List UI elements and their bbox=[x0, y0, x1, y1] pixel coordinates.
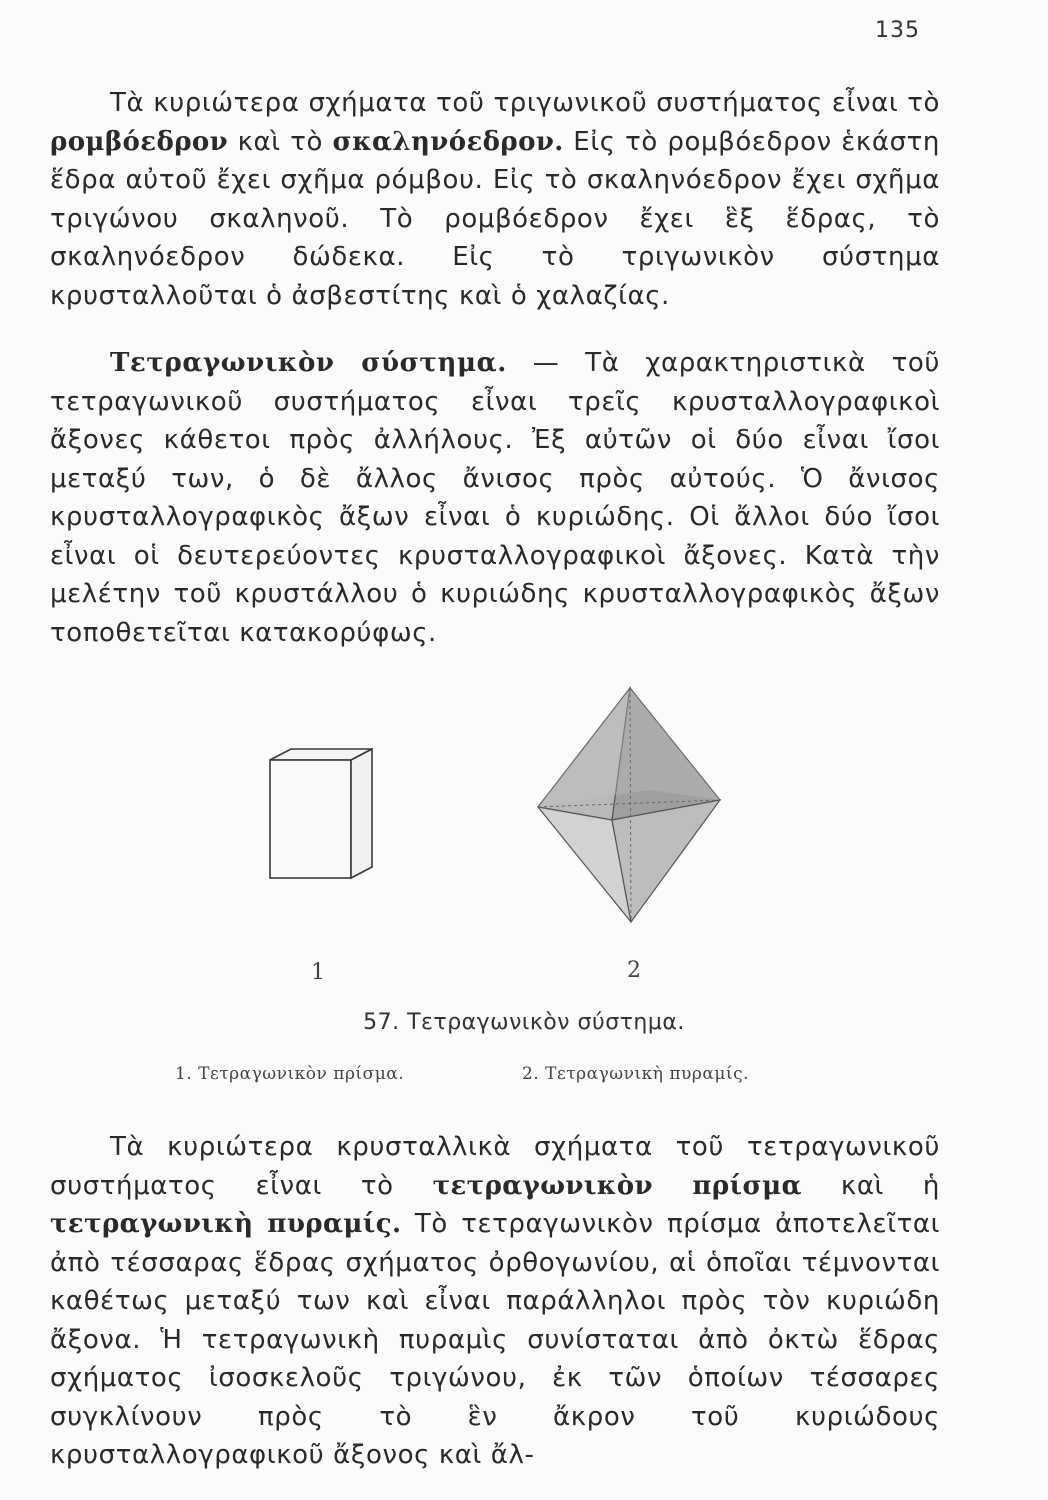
pyramid-face-lower-right bbox=[612, 800, 720, 922]
term-scalenohedron: σκαληνόεδρον. bbox=[332, 126, 564, 157]
tetragonal-bipyramid-drawing bbox=[538, 688, 720, 922]
tetragonal-prism-drawing bbox=[270, 749, 372, 878]
paragraph-tetragonal-shapes bbox=[50, 1128, 940, 1475]
prism-front-face bbox=[270, 760, 351, 878]
text-span: καὶ τὸ bbox=[228, 126, 333, 157]
text-span: Εἰς τὸ ρομβόεδρον ἑκάστη ἕδρα αὐτοῦ ἔχει σχῆμα ρόμβου. Εἰς τὸ σκαληνόεδρον ἔχει σχῆμα τριγώνου σκαληνοῦ. Τὸ ρομβόεδρον ἔχει ἓξ ἕδρας, τὸ σκαληνόεδρον δώδεκα. Εἰς τὸ τριγωνικὸν σύστημα κρυσταλλοῦται ὁ ἀσβεστίτης καὶ ὁ χαλαζίας. bbox=[50, 126, 940, 311]
term-rhombohedron: ρομβόεδρον bbox=[50, 126, 229, 157]
figure-subcaption-2: 2. Τετραγωνικὴ πυραμίς. bbox=[522, 1064, 750, 1084]
prism-side-face bbox=[351, 749, 372, 878]
term-tetragonal-prism: τετραγωνικὸν πρίσμα bbox=[432, 1170, 802, 1201]
paragraph-text bbox=[50, 1128, 940, 1475]
text-span: — Τὰ χαρακτηριστικὰ τοῦ τετραγωνικοῦ συστήματος εἶναι τρεῖς κρυσταλλογραφικοὶ ἄξονες κάθετοι πρὸς ἀλλήλους. Ἐξ αὐτῶν οἱ δύο εἶναι ἴσοι μεταξύ των, ὁ δὲ ἄλλος ἄνισος πρὸς αὐτούς. Ὁ ἄνισος κρυσταλλογραφικὸς ἄξων εἶναι ὁ κυριώδης. Οἱ ἄλλοι δύο ἴσοι εἶναι οἱ δευτερεύοντες κρυσταλλογραφικοὶ ἄξονες. Κατὰ τὴν μελέτην τοῦ κρυστάλλου ὁ κυριώδης κρυσταλλογραφικὸς ἄξων τοποθετεῖται κατακορύφως. bbox=[50, 348, 940, 648]
figure-caption: 57. Τετραγωνικὸν σύστημα. bbox=[363, 1010, 685, 1035]
section-heading: Τετραγωνικὸν σύστημα. bbox=[110, 348, 507, 378]
figure-subcaption-1: 1. Τετραγωνικὸν πρίσμα. bbox=[175, 1064, 405, 1084]
page-number: 135 bbox=[875, 18, 920, 43]
figure-label-1: 1 bbox=[311, 960, 325, 985]
term-tetragonal-pyramid: τετραγωνικὴ πυραμίς. bbox=[50, 1209, 402, 1239]
pyramid-face-upper-back bbox=[538, 688, 720, 807]
text-span: Τὸ τετραγωνικὸν πρίσμα ἀποτελεῖται ἀπὸ τέσσαρας ἕδρας σχήματος ὀρθογωνίου, αἱ ὁποῖαι τέμνονται καθέτως μεταξύ των καὶ εἶναι παράλληλοι πρὸς τὸν κυριώδη ἄξονα. Ἡ τετραγωνικὴ πυραμὶς συνίσταται ἀπὸ ὀκτὼ ἕδρας σχήματος ἰσοσκελοῦς τριγώνου, ἐκ τῶν ὁποίων τέσσαρες συγκλίνουν πρὸς τὸ ἓν ἄκρον τοῦ κυριώδους κρυσταλλογραφικοῦ ἄξονος καὶ ἄλ- bbox=[50, 1209, 940, 1470]
figure-label-2: 2 bbox=[627, 958, 641, 983]
text-span: καὶ ἡ bbox=[801, 1170, 940, 1201]
text-span: Τὰ κυριώτερα κρυσταλλικὰ σχήματα τοῦ τετραγωνικοῦ συστήματος εἶναι τὸ bbox=[50, 1132, 940, 1201]
text-span: Τὰ κυριώτερα σχήματα τοῦ τριγωνικοῦ συστήματος εἶναι τὸ bbox=[110, 88, 940, 118]
